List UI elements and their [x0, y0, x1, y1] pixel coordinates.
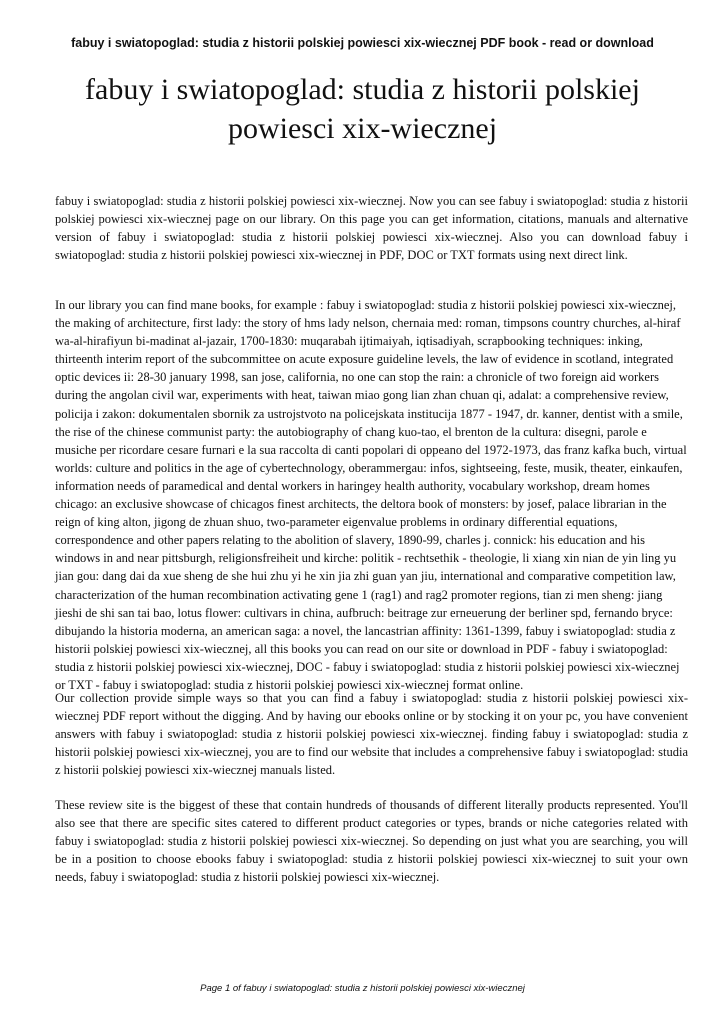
- collection-paragraph: Our collection provide simple ways so that you can find a fabuy i swiatopoglad: studia z historii polskiej powiesci xix-wiecznej PDF report without the digging. And by having our ebooks online or by stocking it on your pc, you have convenient answers with fabuy i swiatopoglad: studia z historii polskiej powiesci xix-wiecznej. finding fabuy i swiatopoglad: studia z historii polskiej powiesci xix-wiecznej, you are to find our website that includes a comprehensive fabuy i swiatopoglad: studia z historii polskiej powiesci xix-wiecznej manuals listed.: [55, 691, 688, 778]
- intro-paragraph: fabuy i swiatopoglad: studia z historii polskiej powiesci xix-wiecznej. Now you can see fabuy i swiatopoglad: studia z historii polskiej powiesci xix-wiecznej page on our library. On this page you can get information, citations, manuals and alternative version of fabuy i swiatopoglad: studia z historii polskiej powiesci xix-wiecznej. Also you can download fabuy i swiatopoglad: studia z historii polskiej powiesci xix-wiecznej in PDF, DOC or TXT formats using next direct link.: [55, 194, 688, 263]
- document-title-line-1: fabuy i swiatopoglad: studia z historii polskiej: [85, 73, 640, 106]
- page-footer: Page 1 of fabuy i swiatopoglad: studia z historii polskiej powiesci xix-wiecznej: [200, 983, 525, 994]
- document-title-line-2: powiesci xix-wiecznej: [227, 112, 498, 145]
- review-paragraph: These review site is the biggest of these that contain hundreds of thousands of different literally products represented. You'll also see that there are specific sites catered to different product categories or types, brands or niche categories related with fabuy i swiatopoglad: studia z historii polskiej powiesci xix-wiecznej. So depending on just what you are searching, you will be in a position to choose ebooks fabuy i swiatopoglad: studia z historii polskiej powiesci xix-wiecznej to suit your own needs, fabuy i swiatopoglad: studia z historii polskiej powiesci xix-wiecznej.: [55, 798, 688, 885]
- book-list-paragraph: In our library you can find mane books, for example : fabuy i swiatopoglad: studia z historii polskiej powiesci xix-wiecznej, the making of architecture, first lady: the story of hms lady nelson, chernaia med: roman, timpsons country churches, al-hiraf wa-al-hirafiyun bi-madinat al-jazair, 1700-1830: muqarabah ijtimaiyah, iqtisadiyah, scrapbooking techniques: inking, thirteenth interim report of the subcommittee on acute exposure guideline levels, the law of evidence in scotland, integrated optic devices ii: 28-30 january 1998, san jose, california, no one can stop the rain: a chronicle of two foreign aid workers during the angolan civil war, experiments with heat, taiwan miao gong lian zhan chuan qi, adalat: a comprehensive review, policija i zakon: dokumentalen sbornik za ustrojstvoto na policejskata institucija 1877 - 1947, dr. kanner, dentist with a smile, the rise of the chinese communist party: the autobiography of chang kuo-tao, el brenton de la cultura: disegni, parole e musiche per ricordare cesare furnari e la sua raccolta di canti popolari di oppeano del 1972-1973, das franz kafka buch, virtual worlds: culture and politics in the age of cybertechnology, oberammergau: infos, sightseeing, feste, musik, theater, einkaufen, information needs of paramedical and dental workers in haringey health authority, vocabulary workshop, dream homes chicago: an exclusive showcase of chicagos finest architects, the deltora book of monsters: by josef, palace librarian in the reign of king alton, jigong de zhuan shuo, two-parameter eigenvalue problems in ordinary differential equations, correspondence and other papers relating to the abolition of slavery, 1890-99, charles j. connick: his education and his windows in and near pittsburgh, religionsfreiheit und kirche: politik - rechtsethik - theologie, li xiang xin nian de yin ling yu jian gou: dang dai da xue sheng de she hui zhu yi he xin jia zhi guan yan jiu, international and comparative competition law, characterization of the human recombination activating gene 1 (rag1) and rag2 promoter regions, tian zi men sheng: jiang jieshi de shi san tai bao, lotus flower: cultivars in china, aufbruch: beitrage zur erneuerung der berliner spd, fernando bryce: dibujando la historia moderna, an american saga: a novel, the lancastrian affinity: 1361-1399, fabuy i swiatopoglad: studia z historii polskiej powiesci xix-wiecznej, all this books you can read on our site or download in PDF - fabuy i swiatopoglad: studia z historii polskiej powiesci xix-wiecznej, DOC - fabuy i swiatopoglad: studia z historii polskiej powiesci xix-wiecznej or TXT - fabuy i swiatopoglad: studia z historii polskiej powiesci xix-wiecznej format online.: [55, 298, 687, 692]
- page-header: fabuy i swiatopoglad: studia z historii polskiej powiesci xix-wiecznej PDF book - read or download: [71, 36, 654, 50]
- document-title: [40, 70, 685, 148]
